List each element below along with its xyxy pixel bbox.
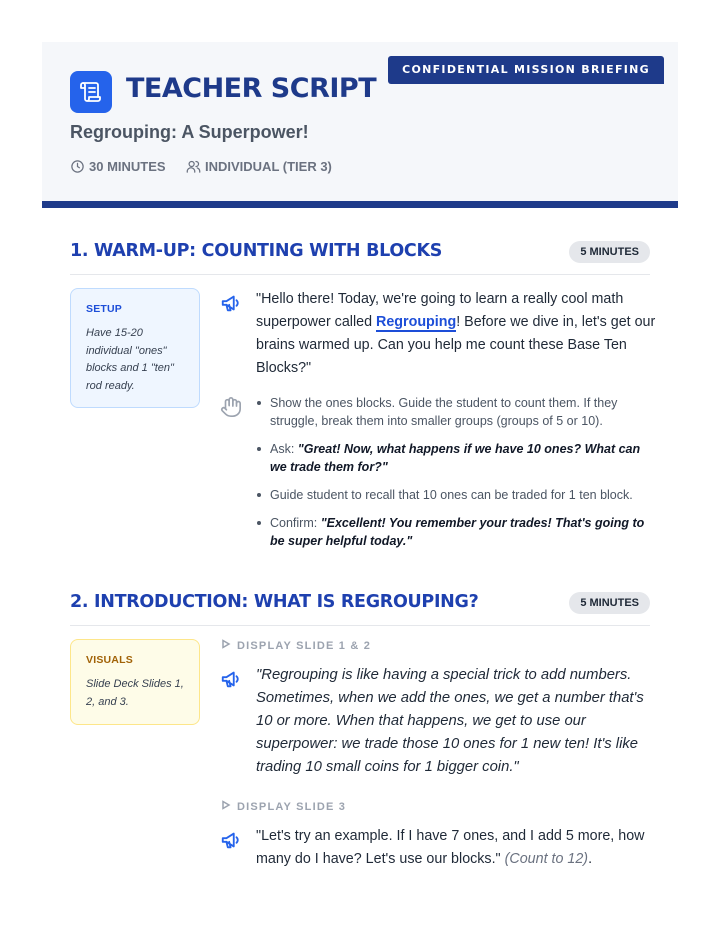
list-item — [256, 514, 656, 550]
section-2-title: 2. INTRODUCTION: WHAT IS REGROUPING? — [70, 592, 479, 612]
group-meta — [186, 159, 332, 174]
speech-end: . — [588, 851, 593, 867]
confidential-badge: CONFIDENTIAL MISSION BRIEFING — [388, 56, 664, 84]
visuals-box — [70, 639, 200, 725]
duration-meta — [70, 159, 166, 174]
step-prefix: Ask: — [270, 442, 298, 456]
slide-cue-2 — [221, 800, 346, 813]
section-1-time-badge: 5 MINUTES — [569, 241, 650, 263]
list-item — [256, 394, 656, 430]
slide-cue-text: DISPLAY SLIDE 1 & 2 — [237, 639, 372, 652]
scroll-icon — [70, 71, 112, 113]
hand-icon — [220, 396, 242, 423]
section-2-time-badge: 5 MINUTES — [569, 592, 650, 614]
script-header — [42, 42, 678, 208]
list-item — [256, 486, 656, 504]
aside-note: (Count to 12) — [504, 851, 589, 867]
megaphone-icon — [220, 292, 242, 319]
setup-box — [70, 288, 200, 408]
speech-text: ! Before we dive in, let's get our brains warmed up. Can you help me count these Base Ten Blocks?" — [256, 314, 656, 376]
play-icon — [221, 639, 231, 652]
warmup-steps — [256, 394, 656, 560]
speech-text: "Hello there! Today, we're going to learn a really cool math superpower called — [256, 291, 624, 330]
step-quote: "Excellent! You remember your trades! That's going to be super helpful today." — [270, 516, 645, 548]
example-speech — [256, 825, 656, 871]
section-1-header — [70, 241, 650, 275]
duration-text: 30 MINUTES — [89, 159, 166, 174]
speech-text: "Let's try an example. If I have 7 ones, and I add 5 more, how many do I have? Let's use our blocks." — [256, 828, 645, 867]
section-2-header — [70, 592, 650, 626]
setup-label: SETUP — [86, 303, 123, 315]
step-text: Show the ones blocks. Guide the student to count them. If they struggle, break them into smaller groups (groups of 5 or 10). — [270, 396, 618, 428]
user-icon — [186, 159, 201, 174]
megaphone-icon — [220, 829, 242, 856]
visuals-label: VISUALS — [86, 654, 133, 666]
page-title: TEACHER SCRIPT — [126, 73, 377, 104]
setup-text: Have 15-20 individual "ones" blocks and 1 "ten" rod ready. — [86, 327, 174, 392]
step-text: Guide student to recall that 10 ones can be traded for 1 ten block. — [270, 488, 633, 502]
slide-cue-text: DISPLAY SLIDE 3 — [237, 800, 347, 813]
section-1-title: 1. WARM-UP: COUNTING WITH BLOCKS — [70, 241, 443, 261]
slide-cue-1 — [221, 639, 371, 652]
list-item — [256, 440, 656, 476]
lesson-subtitle: Regrouping: A Superpower! — [70, 122, 309, 142]
warmup-speech — [256, 288, 656, 380]
step-prefix: Confirm: — [270, 516, 321, 530]
regrouping-keyword: Regrouping — [376, 314, 457, 330]
play-icon — [221, 800, 231, 813]
visuals-text: Slide Deck Slides 1, 2, and 3. — [86, 678, 184, 708]
step-quote: "Great! Now, what happens if we have 10 ones? What can we trade them for?" — [270, 442, 641, 474]
clock-icon — [70, 159, 85, 174]
intro-speech: "Regrouping is like having a special trick to add numbers. Sometimes, when we add the ones, we get a number that's 10 or more. When that happens, we get to use our superpower: we trade those 10 ones for 1 new ten! It's like trading 10 small coins for 1 bigger coin." — [256, 667, 644, 775]
megaphone-icon — [220, 668, 242, 695]
group-text: INDIVIDUAL (TIER 3) — [205, 159, 332, 174]
